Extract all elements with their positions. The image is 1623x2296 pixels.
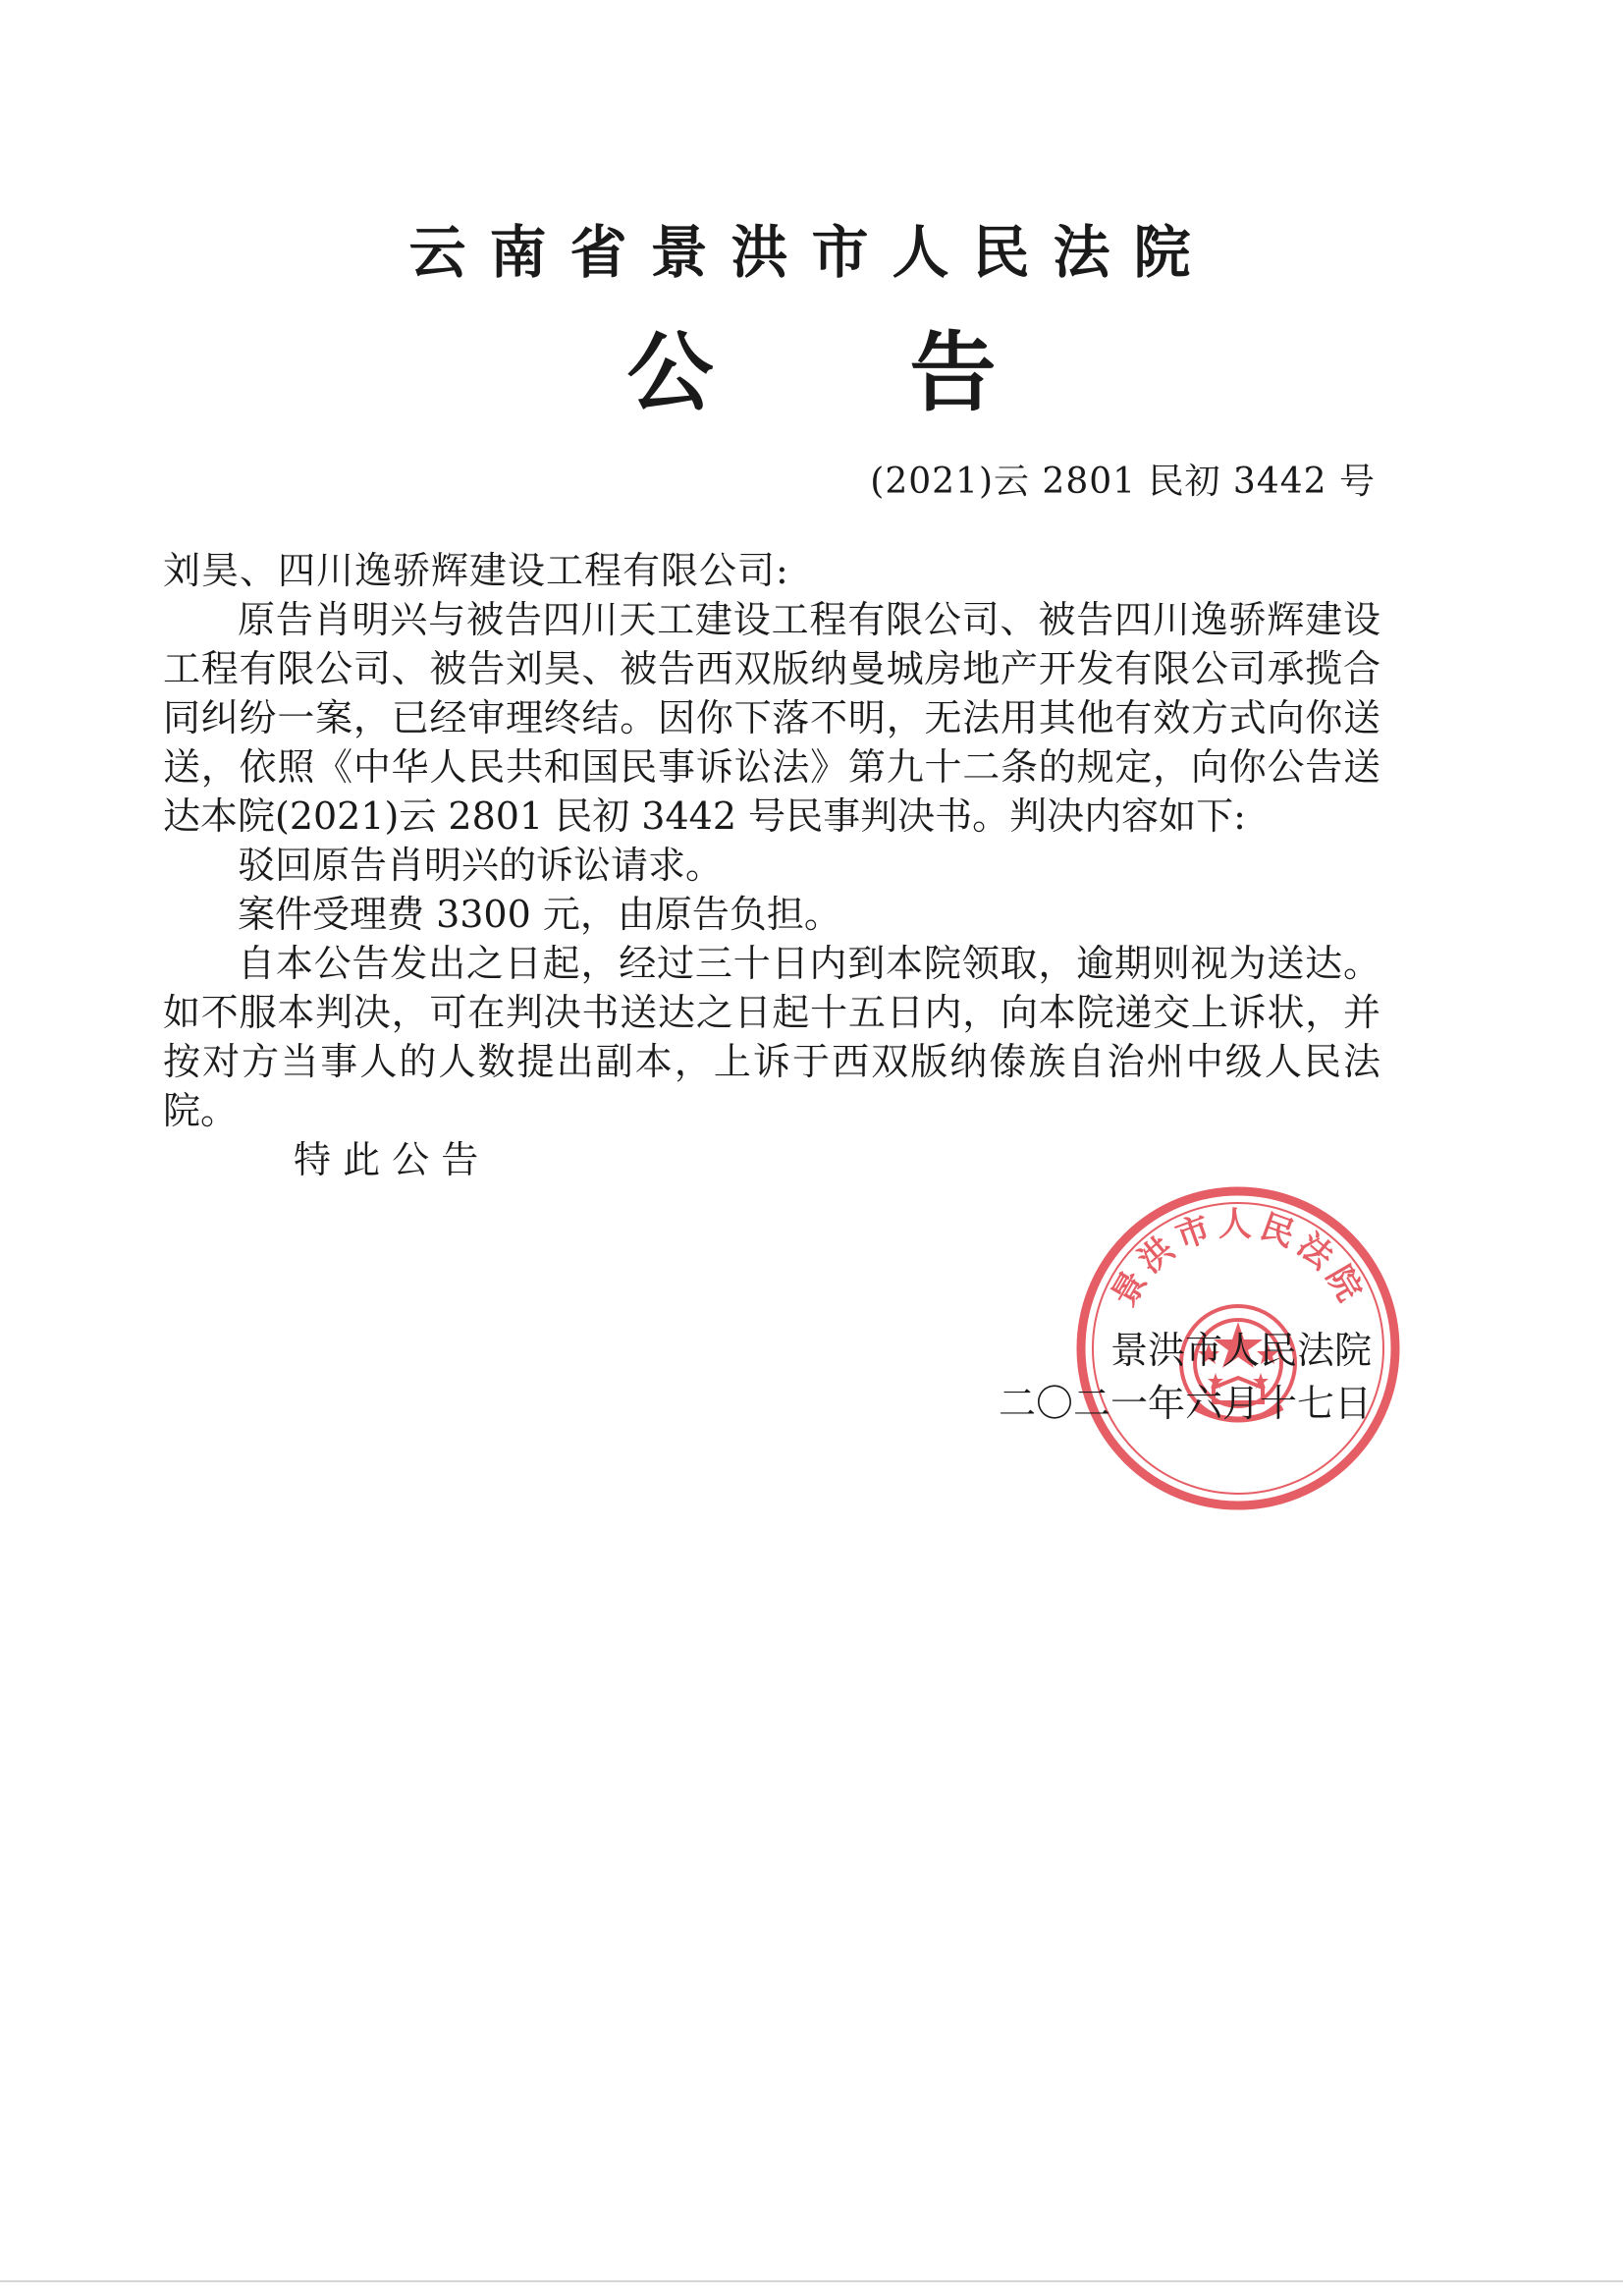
title-char-left: 公	[626, 322, 714, 423]
paragraph-service-notice: 自本公告发出之日起，经过三十日内到本院领取，逾期则视为送达。如不服本判决，可在判决书送达之日起十五日内，向本院递交上诉状，并按对方当事人的人数提出副本，上诉于西双版纳傣族自治州中级人民法院。	[163, 942, 1380, 1132]
signature-court: 景洪市人民法院	[1109, 1329, 1372, 1372]
seal-text: 景洪市人民法院	[1104, 1204, 1373, 1314]
announcement-body	[163, 546, 1380, 1184]
paragraph-judgment-item-1: 驳回原告肖明兴的诉讼请求。	[238, 844, 724, 887]
signature-block	[999, 1324, 1372, 1430]
title-char-right: 告	[909, 322, 997, 423]
case-number: (2021)云 2801 民初 3442 号	[870, 462, 1376, 502]
signature-date: 二〇二一年六月十七日	[998, 1382, 1372, 1425]
paragraph-judgment-item-2: 案件受理费 3300 元，由原告负担。	[238, 893, 841, 936]
paragraph-case-summary: 原告肖明兴与被告四川天工建设工程有限公司、被告四川逸骄辉建设工程有限公司、被告刘昊、被告西双版纳曼城房地产开发有限公司承揽合同纠纷一案，已经审理终结。因你下落不明，无法用其他有效方式向你送送，依照《中华人民共和国民事诉讼法》第九十二条的规定，向你公告送达本院(2021)云 2801 民初 3442 号民事判决书。判决内容如下:	[163, 598, 1380, 838]
document-title	[0, 324, 1623, 422]
addressee-line: 刘昊、四川逸骄辉建设工程有限公司:	[163, 549, 789, 592]
paragraph-closing: 特 此 公 告	[294, 1138, 479, 1181]
scan-edge-line	[0, 2280, 1623, 2282]
court-name-heading: 云南省景洪市人民法院	[408, 219, 1215, 286]
